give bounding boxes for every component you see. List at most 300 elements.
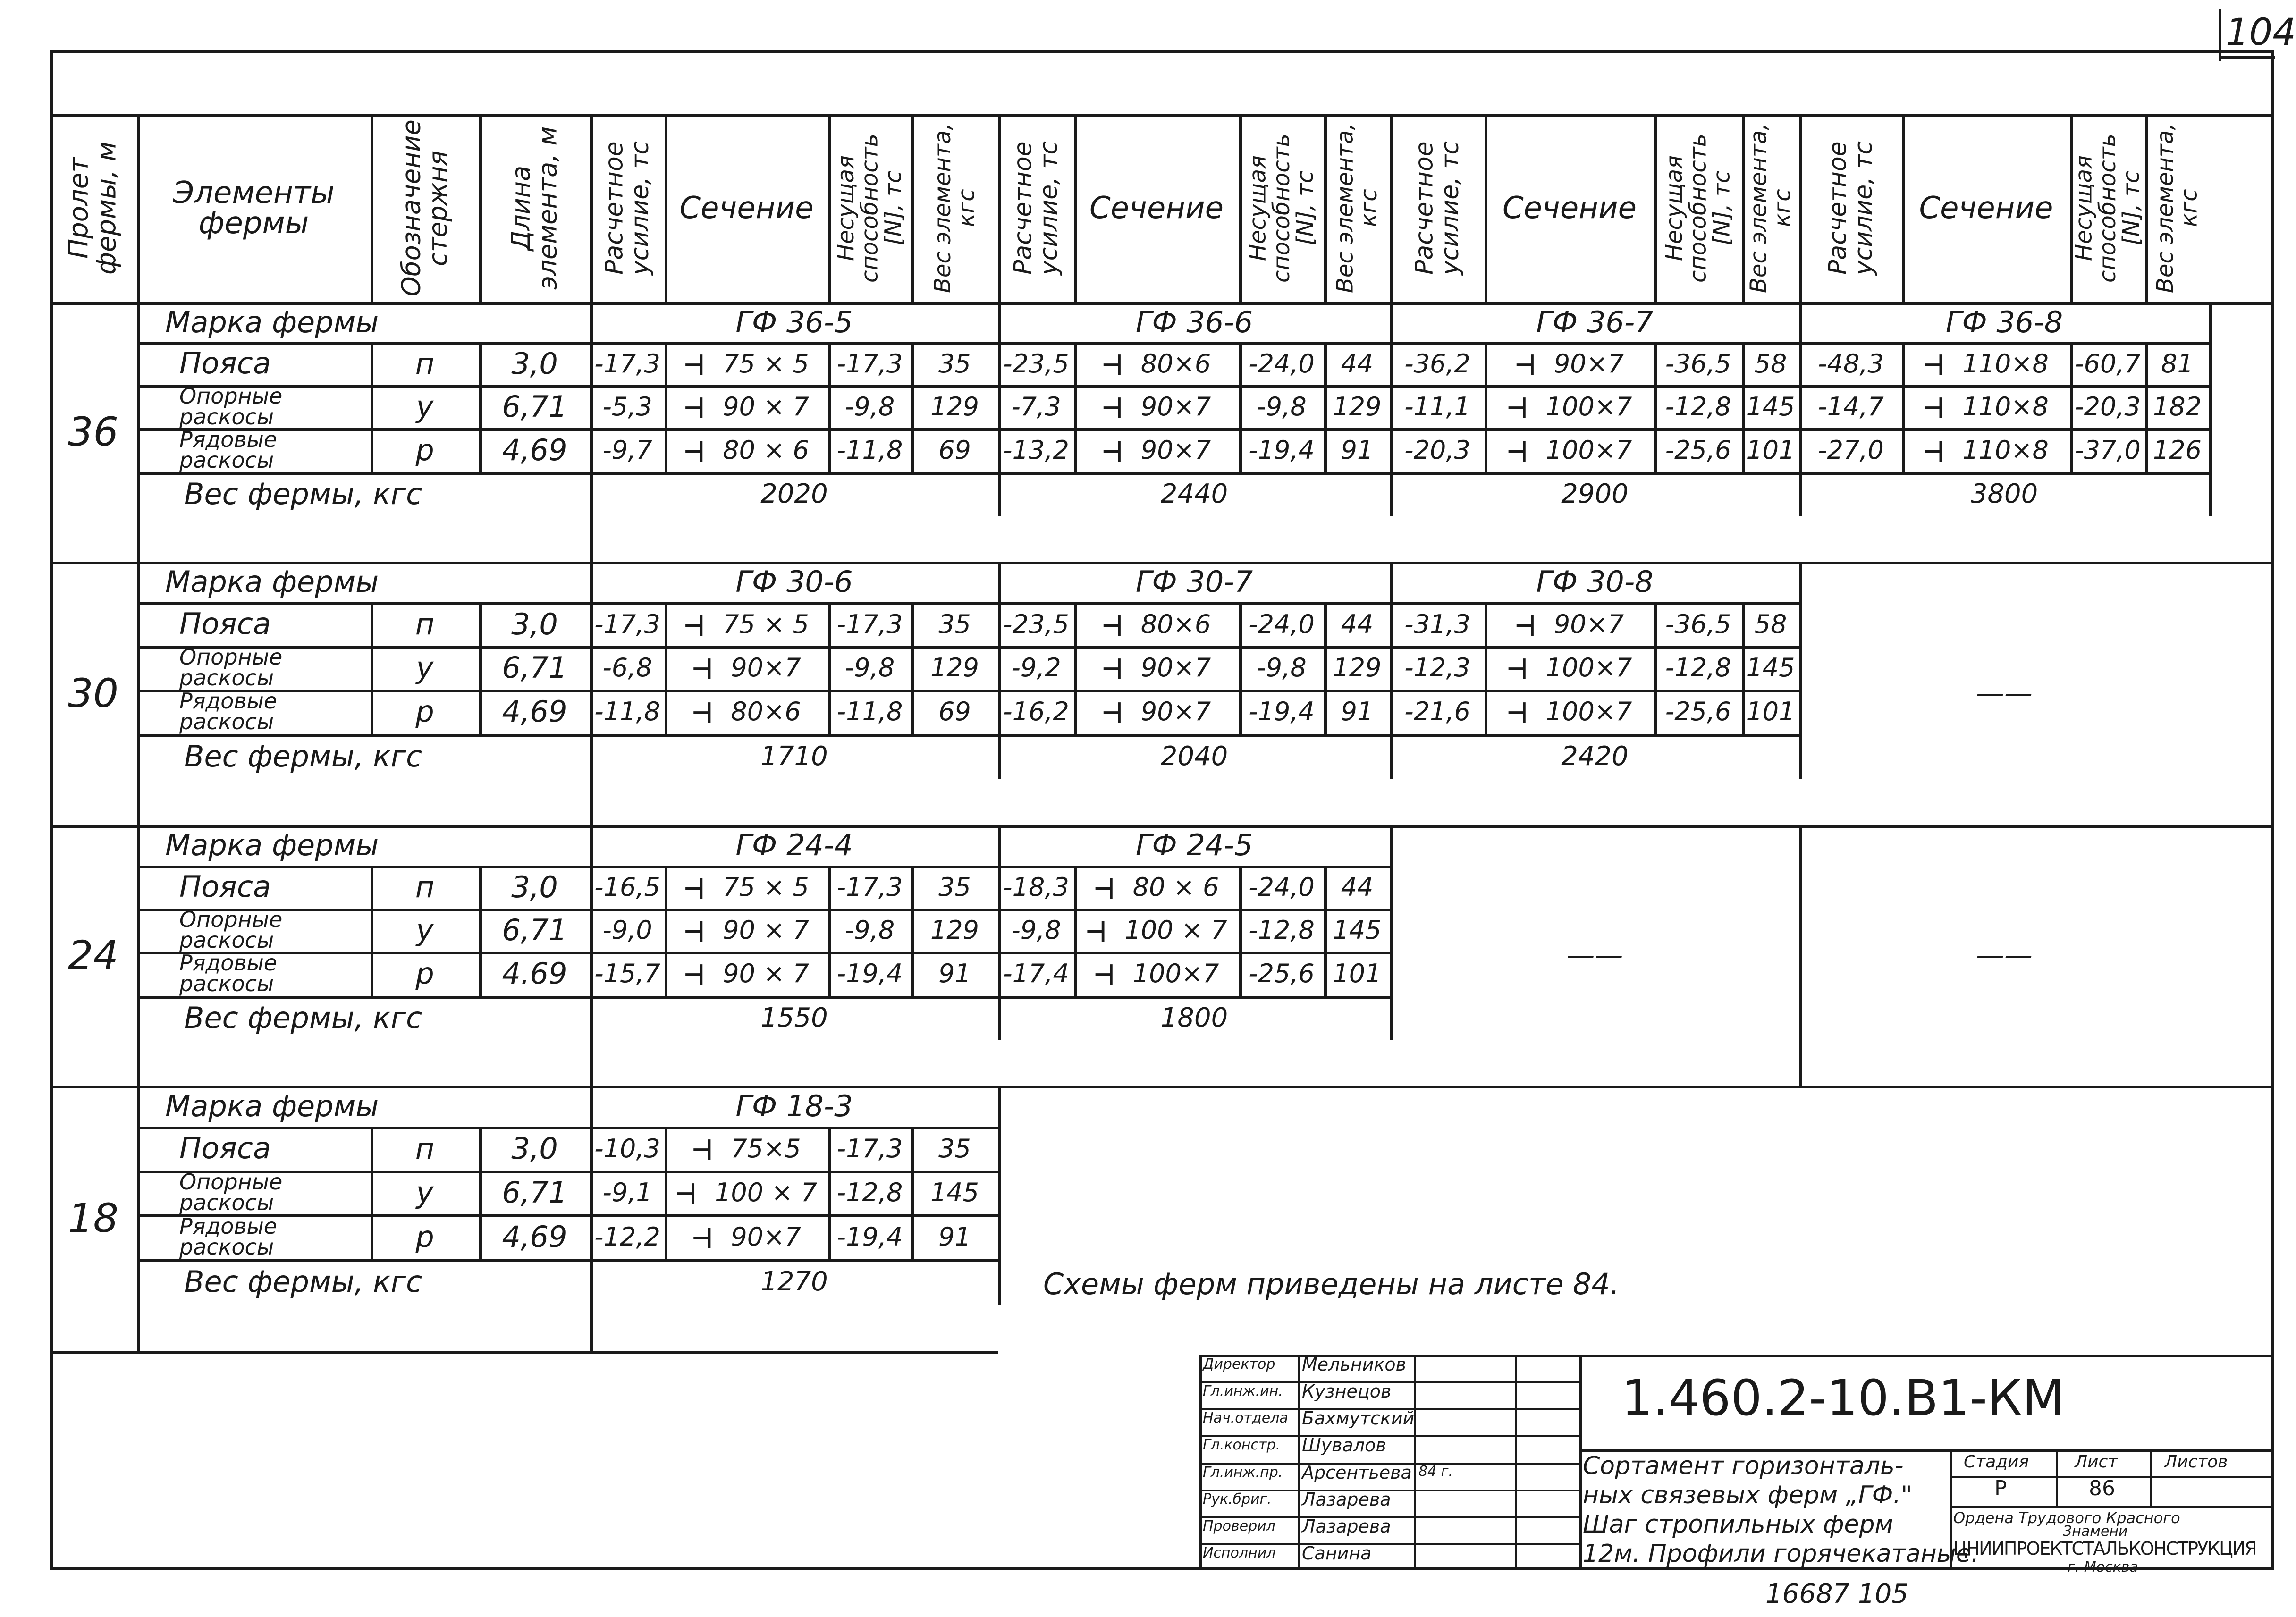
bearing-capacity: -19,4 <box>1249 435 1315 465</box>
section-size: 80×6 <box>1140 609 1211 639</box>
design-force: -11,1 <box>1404 391 1470 421</box>
double-angle-icon: ⊣ <box>1507 648 1527 687</box>
element-weight: 35 <box>938 872 971 902</box>
element-weight: 129 <box>1333 653 1382 682</box>
header-span: Пролет фермы, м <box>63 141 122 275</box>
sub-rule <box>828 866 831 996</box>
double-angle-icon: ⊣ <box>1507 387 1527 426</box>
bearing-capacity: -9,8 <box>1257 653 1307 682</box>
row-rule <box>590 996 998 999</box>
sheet-label: Лист <box>2075 1452 2118 1472</box>
element-weight: 129 <box>1333 391 1382 421</box>
header-col-rule <box>479 114 482 302</box>
row-rule <box>1799 472 2209 475</box>
section-size: 75 × 5 <box>723 872 809 902</box>
header-col-rule <box>1390 114 1393 302</box>
row-rule <box>590 428 998 431</box>
sub-rule <box>2145 342 2148 472</box>
double-angle-icon: ⊣ <box>675 1173 696 1212</box>
double-angle-icon: ⊣ <box>1102 692 1122 731</box>
double-angle-icon: ⊣ <box>1102 344 1122 383</box>
mark-label: Марка фермы <box>165 828 379 862</box>
section-size: 100 × 7 <box>1124 915 1227 945</box>
col-rule <box>137 1086 140 1351</box>
section-size: 75 × 5 <box>723 609 809 639</box>
row-rule <box>590 952 998 954</box>
double-angle-icon: ⊣ <box>692 648 712 687</box>
truss-mark: ГФ 18-3 <box>735 1088 853 1123</box>
double-angle-icon: ⊣ <box>684 344 704 383</box>
bearing-capacity: -17,3 <box>836 609 903 639</box>
element-length: 3,0 <box>511 1131 558 1166</box>
signature-name: Бахмутский <box>1302 1408 1415 1429</box>
double-angle-icon: ⊣ <box>1102 605 1122 644</box>
design-force: -18,3 <box>1003 872 1069 902</box>
bar-designation: р <box>415 694 434 729</box>
double-angle-icon: ⊣ <box>1102 430 1122 470</box>
weight-total-label: Вес фермы, кгс <box>184 1000 422 1035</box>
bar-designation: у <box>416 912 434 947</box>
section-size: 90×7 <box>1140 435 1211 465</box>
section-cell <box>665 1171 828 1214</box>
org-line-2: Знамени <box>2063 1523 2128 1540</box>
section-size: 80 × 6 <box>723 435 809 465</box>
design-force: -13,2 <box>1003 435 1069 465</box>
drawing-title-line: Шаг стропильных ферм <box>1583 1510 1893 1539</box>
section-cell <box>1074 646 1239 690</box>
row-rule <box>998 428 1390 431</box>
section-size: 110×8 <box>1962 348 2049 379</box>
section-cell <box>665 1127 828 1171</box>
truss-mark: ГФ 30-7 <box>1135 564 1253 599</box>
section-cell <box>1074 342 1239 385</box>
element-weight: 69 <box>938 435 971 465</box>
signature-role: Нач.отдела <box>1203 1410 1288 1427</box>
bar-designation: п <box>415 1131 435 1166</box>
bearing-capacity: -12,8 <box>1665 391 1731 421</box>
drawing-code: 1.460.2-10.В1-КМ <box>1621 1369 2065 1427</box>
row-rule <box>1390 428 1799 431</box>
element-weight: 44 <box>1341 872 1374 902</box>
bar-designation: п <box>415 346 435 381</box>
element-weight: 35 <box>938 1133 971 1163</box>
col-rule <box>479 866 482 996</box>
section-cell <box>1074 690 1239 734</box>
sub-rule <box>1654 342 1657 472</box>
header-sub-rule <box>1324 114 1327 302</box>
sub-rule <box>828 342 831 472</box>
element-weight: 101 <box>1333 959 1382 988</box>
section-cell <box>665 909 828 952</box>
section-cell <box>1902 342 2070 385</box>
row-rule <box>590 1259 998 1262</box>
double-angle-icon: ⊣ <box>692 692 712 731</box>
sub-rule <box>1324 342 1327 472</box>
bearing-capacity: -9,8 <box>844 915 895 945</box>
bearing-capacity: -36,5 <box>1665 609 1731 639</box>
header-sub-rule <box>1742 114 1745 302</box>
truss-total-weight: 1710 <box>760 741 828 772</box>
truss-total-weight: 2420 <box>1561 741 1629 772</box>
row-rule <box>998 385 1390 388</box>
weight-total-label: Вес фермы, кгс <box>184 477 422 511</box>
row-rule <box>998 734 1390 737</box>
col-rule <box>479 1127 482 1259</box>
section-cell <box>1074 909 1239 952</box>
header-section: Сечение <box>1089 191 1224 226</box>
row-rule <box>137 1214 590 1217</box>
row-rule <box>590 602 998 605</box>
row-rule <box>590 690 998 692</box>
header-sub-rule <box>1239 114 1242 302</box>
col-rule <box>137 302 140 562</box>
bar-designation: у <box>416 389 434 424</box>
bar-designation: р <box>415 432 434 467</box>
element-weight: 44 <box>1341 348 1374 379</box>
section-cell <box>1485 690 1654 734</box>
row-rule <box>1390 472 1799 475</box>
section-cell <box>1074 428 1239 472</box>
section-size: 110×8 <box>1962 435 2049 465</box>
row-rule <box>137 1259 590 1262</box>
element-length: 6,71 <box>502 912 567 947</box>
row-rule <box>1390 342 1799 345</box>
section-cell <box>1074 385 1239 428</box>
element-weight: 145 <box>1333 915 1382 945</box>
element-weight: 129 <box>930 391 979 421</box>
weight-total-label: Вес фермы, кгс <box>184 739 422 774</box>
design-force: -21,6 <box>1404 697 1470 726</box>
sub-rule <box>828 602 831 734</box>
design-force: -16,2 <box>1003 697 1069 726</box>
header-sub-rule <box>1902 114 1905 302</box>
bearing-capacity: -9,8 <box>844 391 895 421</box>
element-weight: 182 <box>2152 391 2202 421</box>
section-size: 100×7 <box>1545 435 1632 465</box>
header-weight: Вес элемента, кгс <box>929 123 980 294</box>
sub-rule <box>1742 342 1745 472</box>
element-name: Опорные раскосы <box>179 644 283 691</box>
row-rule <box>137 342 590 345</box>
sheet-value: 86 <box>2089 1476 2115 1500</box>
element-length: 6,71 <box>502 650 567 685</box>
row-rule <box>1390 385 1799 388</box>
header-weight: Вес элемента, кгс <box>1745 123 1796 294</box>
signature-role: Директор <box>1203 1356 1275 1373</box>
row-rule <box>590 1171 998 1173</box>
element-weight: 91 <box>1341 697 1374 726</box>
element-weight: 58 <box>1754 348 1787 379</box>
element-length: 6,71 <box>502 1175 567 1210</box>
weight-total-label: Вес фермы, кгс <box>184 1264 422 1299</box>
bearing-capacity: -11,8 <box>836 697 903 726</box>
signature-name: Лазарева <box>1302 1489 1391 1510</box>
sub-rule <box>911 866 914 996</box>
section-cell <box>665 866 828 909</box>
span-value: 18 <box>68 1195 118 1241</box>
header-designation: Обозначение стержня <box>396 119 453 297</box>
row-rule <box>137 602 590 605</box>
section-cell <box>665 602 828 646</box>
element-weight: 129 <box>930 915 979 945</box>
row-rule <box>1390 646 1799 649</box>
row-rule <box>137 472 590 475</box>
header-force: Расчетное усилие, тс <box>1009 141 1063 276</box>
row-rule <box>590 385 998 388</box>
element-length: 4,69 <box>502 694 567 729</box>
bearing-capacity: -25,6 <box>1665 697 1731 726</box>
header-col-rule <box>1799 114 1802 302</box>
header-weight: Вес элемента, кгс <box>2152 123 2203 294</box>
col-rule <box>137 562 140 825</box>
bearing-capacity: -19,4 <box>836 1221 903 1252</box>
row-rule <box>590 342 998 345</box>
bearing-capacity: -24,0 <box>1249 348 1315 379</box>
design-force: -7,3 <box>1011 391 1061 421</box>
element-name: Рядовые раскосы <box>179 426 278 473</box>
bearing-capacity: -12,8 <box>836 1177 903 1207</box>
section-cell <box>665 428 828 472</box>
bearing-capacity: -9,8 <box>844 653 895 682</box>
header-capacity: Несущая способность [N], тс <box>1244 134 1319 283</box>
element-weight: 145 <box>1746 653 1795 682</box>
sub-rule <box>1239 602 1242 734</box>
element-weight: 81 <box>2161 348 2194 379</box>
header-section: Сечение <box>1502 191 1637 226</box>
double-angle-icon: ⊣ <box>1924 430 1944 470</box>
sub-rule <box>665 1127 667 1259</box>
section-cell <box>665 690 828 734</box>
row-rule <box>590 909 998 911</box>
bearing-capacity: -25,6 <box>1249 959 1315 988</box>
header-section: Сечение <box>1919 191 2053 226</box>
bearing-capacity: -19,4 <box>836 959 903 988</box>
element-weight: 101 <box>1746 697 1795 726</box>
signature-name: Кузнецов <box>1302 1381 1392 1402</box>
row-rule <box>137 909 590 911</box>
section-cell <box>665 952 828 996</box>
element-name: Пояса <box>179 606 271 641</box>
design-force: -15,7 <box>594 959 660 988</box>
element-weight: 129 <box>930 653 979 682</box>
bearing-capacity: -60,7 <box>2075 348 2141 379</box>
col-rule <box>371 342 373 472</box>
double-angle-icon: ⊣ <box>1924 387 1944 426</box>
double-angle-icon: ⊣ <box>684 430 704 470</box>
footer-numbers: 16687 105 <box>1765 1579 1908 1609</box>
element-name: Пояса <box>179 346 271 381</box>
section-cell <box>665 1214 828 1259</box>
section-size: 100 × 7 <box>715 1177 818 1207</box>
section-size: 90×7 <box>1140 391 1211 421</box>
tb-rule <box>1950 1506 2274 1508</box>
section-size: 90×7 <box>1140 697 1211 726</box>
design-force: -9,1 <box>602 1177 652 1207</box>
row-rule <box>137 996 590 999</box>
org-line-1: Ордена Трудового Красного <box>1953 1509 2180 1527</box>
drawing-title-line: ных связевых ферм „ГФ." <box>1583 1481 1912 1509</box>
double-angle-icon: ⊣ <box>1102 387 1122 426</box>
sub-rule <box>1074 866 1077 996</box>
empty-dash: —— <box>1566 939 1623 972</box>
signature-role: Проверил <box>1203 1517 1275 1534</box>
section-cell <box>1074 866 1239 909</box>
header-force: Расчетное усилие, тс <box>600 141 654 276</box>
sub-rule <box>665 602 667 734</box>
section-size: 110×8 <box>1962 391 2049 421</box>
double-angle-icon: ⊣ <box>1507 430 1527 470</box>
section-size: 90×7 <box>1553 609 1624 639</box>
drawing-title-line: 12м. Профили горячекатаные. <box>1583 1540 1979 1568</box>
header-capacity: Несущая способность [N], тс <box>832 134 907 283</box>
row-rule <box>998 646 1390 649</box>
bar-designation: р <box>415 1219 434 1254</box>
design-force: -17,3 <box>594 348 660 379</box>
section-size: 100×7 <box>1132 959 1219 988</box>
signature-role: Гл.инж.ин. <box>1203 1383 1283 1400</box>
design-force: -12,3 <box>1404 653 1470 682</box>
span-value: 30 <box>68 670 118 716</box>
bar-designation: п <box>415 869 435 904</box>
section-size: 90×7 <box>1140 653 1211 682</box>
sub-rule <box>1074 602 1077 734</box>
row-rule <box>998 472 1390 475</box>
row-rule <box>137 1127 590 1129</box>
truss-mark: ГФ 36-6 <box>1135 304 1253 339</box>
double-angle-icon: ⊣ <box>692 1217 712 1256</box>
row-rule <box>137 646 590 649</box>
section-cell <box>1485 342 1654 385</box>
signature-date: 84 г. <box>1418 1463 1453 1480</box>
section-size: 100×7 <box>1545 697 1632 726</box>
design-force: -17,3 <box>594 609 660 639</box>
row-rule <box>137 385 590 388</box>
element-length: 4.69 <box>502 956 567 991</box>
mark-label: Марка фермы <box>165 304 379 339</box>
element-name: Пояса <box>179 869 271 904</box>
signature-role: Рук.бриг. <box>1203 1491 1272 1508</box>
header-sub-rule <box>1074 114 1077 302</box>
row-rule <box>1799 342 2209 345</box>
sub-rule <box>1239 866 1242 996</box>
section-cell <box>1485 602 1654 646</box>
header-force: Расчетное усилие, тс <box>1823 141 1878 276</box>
truss-total-weight: 2440 <box>1160 479 1228 509</box>
bearing-capacity: -12,8 <box>1249 915 1315 945</box>
col-rule <box>371 866 373 996</box>
header-weight: Вес элемента, кгс <box>1332 123 1382 294</box>
sheet-number: 104 <box>2226 11 2296 54</box>
double-angle-icon: ⊣ <box>1094 954 1114 993</box>
element-weight: 145 <box>1746 391 1795 421</box>
element-length: 6,71 <box>502 389 567 424</box>
sub-rule <box>1485 342 1487 472</box>
signature-name: Лазарева <box>1302 1516 1391 1537</box>
truss-mark: ГФ 30-6 <box>735 564 853 599</box>
row-rule <box>1799 385 2209 388</box>
double-angle-icon: ⊣ <box>1515 605 1535 644</box>
header-col-rule <box>371 114 373 302</box>
double-angle-icon: ⊣ <box>1515 344 1535 383</box>
org-line-3: ЦНИИПРОЕКТСТАЛЬКОНСТРУКЦИЯ <box>1953 1538 2256 1559</box>
design-force: -20,3 <box>1404 435 1470 465</box>
sub-rule <box>1239 342 1242 472</box>
row-rule <box>137 734 590 737</box>
element-name: Пояса <box>179 1131 271 1166</box>
truss-total-weight: 1550 <box>760 1002 828 1033</box>
tb-rule <box>1579 1355 1582 1570</box>
double-angle-icon: ⊣ <box>1094 867 1114 907</box>
element-length: 3,0 <box>511 606 558 641</box>
design-force: -17,4 <box>1003 959 1069 988</box>
truss-mark: ГФ 24-5 <box>1135 828 1253 862</box>
signature-name: Санина <box>1302 1542 1372 1564</box>
double-angle-icon: ⊣ <box>684 910 704 950</box>
double-angle-icon: ⊣ <box>692 1129 712 1168</box>
design-force: -9,8 <box>1011 915 1061 945</box>
sub-rule <box>1654 602 1657 734</box>
sheets-label: Листов <box>2164 1452 2228 1472</box>
element-weight: 91 <box>938 959 971 988</box>
section-size: 100×7 <box>1545 653 1632 682</box>
section-size: 90×7 <box>731 1221 801 1252</box>
bearing-capacity: -36,5 <box>1665 348 1731 379</box>
double-angle-icon: ⊣ <box>1102 648 1122 687</box>
element-name: Опорные раскосы <box>179 383 283 430</box>
element-name: Опорные раскосы <box>179 906 283 953</box>
header-sub-rule <box>828 114 831 302</box>
note-text: Схемы ферм приведены на листе 84. <box>1043 1267 1620 1301</box>
row-rule <box>137 952 590 954</box>
col-rule <box>479 342 482 472</box>
element-weight: 44 <box>1341 609 1374 639</box>
org-line-4: г. Москва <box>2068 1559 2138 1575</box>
col-rule <box>1799 825 1802 1086</box>
double-angle-icon: ⊣ <box>684 867 704 907</box>
element-name: Рядовые раскосы <box>179 688 278 734</box>
design-force: -14,7 <box>1818 391 1884 421</box>
sub-rule <box>1324 866 1327 996</box>
bar-designation: п <box>415 606 435 641</box>
col-rule <box>2209 302 2212 516</box>
table-bottom-rule <box>50 1351 998 1354</box>
sub-rule <box>911 602 914 734</box>
row-rule <box>590 646 998 649</box>
bearing-capacity: -19,4 <box>1249 697 1315 726</box>
design-force: -9,2 <box>1011 653 1061 682</box>
header-elements: Элементы фермы <box>173 176 335 241</box>
truss-total-weight: 2900 <box>1561 479 1629 509</box>
truss-total-weight: 1800 <box>1160 1002 1228 1033</box>
section-size: 90 × 7 <box>723 391 809 421</box>
design-force: -11,8 <box>594 697 660 726</box>
bearing-capacity: -20,3 <box>2075 391 2141 421</box>
section-cell <box>1485 385 1654 428</box>
truss-mark: ГФ 30-8 <box>1536 564 1654 599</box>
section-cell <box>1902 428 2070 472</box>
signature-role: Гл.инж.пр. <box>1203 1464 1283 1481</box>
element-weight: 101 <box>1746 435 1795 465</box>
section-size: 100×7 <box>1545 391 1632 421</box>
tb-rule <box>1950 1449 1952 1570</box>
section-size: 90 × 7 <box>723 915 809 945</box>
design-force: -31,3 <box>1404 609 1470 639</box>
sub-rule <box>1742 602 1745 734</box>
row-rule <box>137 866 590 868</box>
section-cell <box>665 385 828 428</box>
truss-total-weight: 2040 <box>1160 741 1228 772</box>
section-size: 90×7 <box>1553 348 1624 379</box>
